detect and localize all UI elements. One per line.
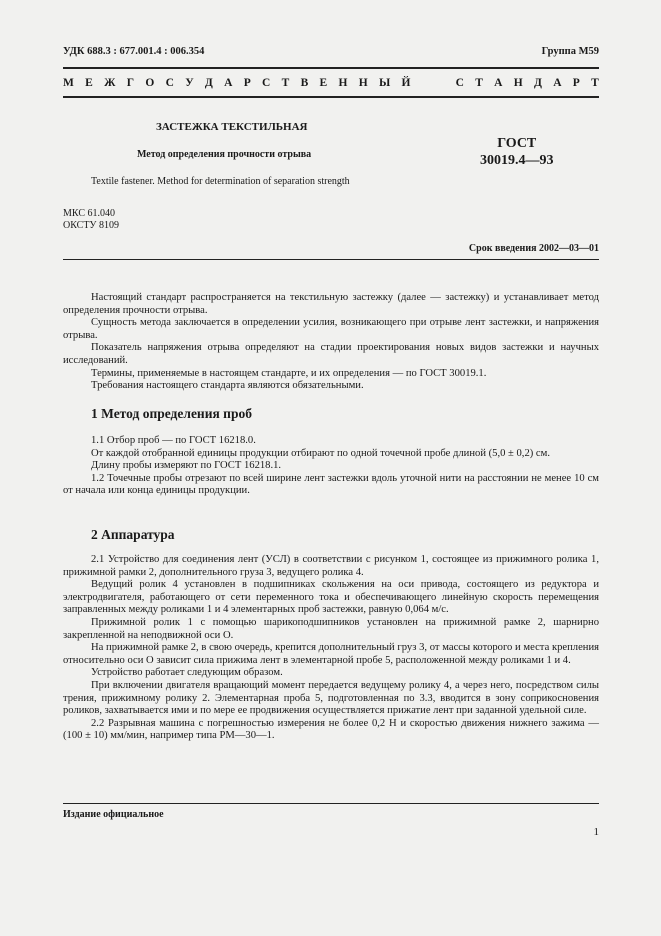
footer-rule: [63, 803, 599, 804]
paragraph: Настоящий стандарт распространяется на текстильную застежку (далее — застежку) и устанавливает метод определения прочности отрыва.: [63, 292, 599, 316]
banner-letter: Т: [591, 77, 599, 89]
top-rule: [63, 67, 599, 69]
document-subtitle: Метод определения прочности отрыва: [137, 149, 312, 160]
mks-code: МКС 61.040: [63, 208, 115, 219]
banner-letter: Р: [243, 77, 251, 89]
banner-letter: А: [224, 77, 233, 89]
paragraph: От каждой отобранной единицы продукции отбирают по одной точечной пробе длиной (5,0 ± 0,2) см.: [91, 447, 550, 459]
banner-letter: Р: [572, 77, 580, 89]
section-2-heading: 2 Аппаратура: [91, 527, 175, 542]
document-title: ЗАСТЕЖКА ТЕКСТИЛЬНАЯ: [156, 121, 308, 133]
group-code: Группа М59: [541, 46, 599, 57]
gost-code: 30019.4—93: [480, 153, 554, 168]
banner-letter: Н: [338, 77, 348, 89]
banner-letter: Е: [85, 77, 93, 89]
banner-letter: Ж: [104, 77, 116, 89]
banner-letter: М: [63, 77, 74, 89]
udk-code: УДК 688.3 : 677.001.4 : 006.354: [63, 46, 205, 57]
banner-letter: Т: [475, 77, 483, 89]
banner-letter: Ы: [378, 77, 391, 89]
paragraph: 2.2 Разрывная машина с погрешностью измерения не более 0,2 Н и скоростью движения нижнего зажима — (100 ± 10) мм/мин, например типа РМ—30—1.: [63, 717, 599, 742]
paragraph: Ведущий ролик 4 установлен в подшипниках скольжения на оси привода, состоящего из редуктора и электродвигателя, работающего от сети переменного тока и обеспечивающего линейную скорость перемещения заправленных между роликами 1 и 4 элементарных проб застежки, равную 0,064 м/с.: [63, 579, 599, 616]
banner-letter: Е: [319, 77, 328, 89]
banner-letter: С: [455, 77, 464, 89]
banner-letter: А: [494, 77, 503, 89]
banner-letter: Г: [126, 77, 135, 89]
banner-letter: Й: [401, 77, 411, 89]
effective-date: Срок введения 2002—03—01: [468, 243, 599, 254]
edition-note: Издание официальное: [63, 809, 164, 820]
paragraph: Устройство работает следующим образом.: [91, 667, 283, 679]
okstu-code: ОКСТУ 8109: [63, 220, 120, 231]
banner-letter: У: [185, 77, 194, 89]
section-2-text: [63, 554, 599, 743]
paragraph: Длину пробы измеряют по ГОСТ 16218.1.: [91, 460, 282, 472]
page-number: 1: [593, 826, 599, 838]
paragraph: Прижимной ролик 1 с помощью шарикоподшипников установлен на прижимной рамке 2, шарнирно закрепленной на неподвижной оси О.: [63, 616, 599, 641]
banner-letter: Д: [204, 77, 213, 89]
classification: [63, 208, 119, 232]
gost-label: ГОСТ: [497, 136, 537, 151]
paragraph: 1.2 Точечные пробы отрезают по всей ширине лент застежки вдоль уточной нити на расстоянии не менее 10 см от начала или конца единицы продукции.: [63, 472, 599, 497]
gost-number: [480, 135, 554, 169]
banner-letter: В: [300, 77, 309, 89]
paragraph: Требования настоящего стандарта являются обязательными.: [91, 380, 364, 392]
paragraph: На прижимной рамке 2, в свою очередь, крепится дополнительный груз 3, от массы которого и места крепления относительно оси О зависит сила прижима лент в элементарной пробе 5, расположенной между роликами 1 и 4.: [63, 642, 599, 666]
banner-letter: С: [262, 77, 271, 89]
section-1-text: [63, 435, 599, 498]
date-rule: [63, 259, 599, 260]
banner-letter: Н: [513, 77, 523, 89]
paragraph: При включении двигателя вращающий момент передается ведущему ролику 4, а через него, посредством силы трения, прижимному ролику 2. Элементарная проба 5, подготовленная по 3.3, вводится в зону соприкосновения роликов, захватывается ими и по мере ее продвижения осуществляется прижатие лент при заданной удельной силе.: [63, 679, 599, 717]
intro-text: [63, 292, 599, 393]
banner-letter: С: [165, 77, 174, 89]
english-title: Textile fastener. Method for determination of separation strength: [91, 176, 350, 187]
paragraph: Сущность метода заключается в определении усилия, возникающего при отрыве лент застежки, и напряжения отрыва.: [63, 317, 599, 341]
banner-letter: О: [145, 77, 155, 89]
section-1-heading: 1 Метод определения проб: [91, 406, 252, 421]
paragraph: 1.1 Отбор проб — по ГОСТ 16218.0.: [91, 435, 256, 446]
standard-banner: [63, 77, 599, 89]
banner-letter: Д: [533, 77, 542, 89]
paragraph: Термины, применяемые в настоящем стандарте, и их определения — по ГОСТ 30019.1.: [91, 367, 487, 379]
paragraph: 2.1 Устройство для соединения лент (УСЛ) в соответствии с рисунком 1, состоящее из прижимного ролика 1, прижимной рамки 2, дополнительного груза 3, ведущего ролика 4.: [63, 554, 599, 578]
banner-letter: Т: [281, 77, 290, 89]
banner-letter: А: [553, 77, 562, 89]
banner-letter: Н: [358, 77, 368, 89]
paragraph: Показатель напряжения отрыва определяют на стадии проектирования новых видов застежки и научных исследований.: [63, 342, 599, 366]
banner-rule: [63, 96, 599, 98]
